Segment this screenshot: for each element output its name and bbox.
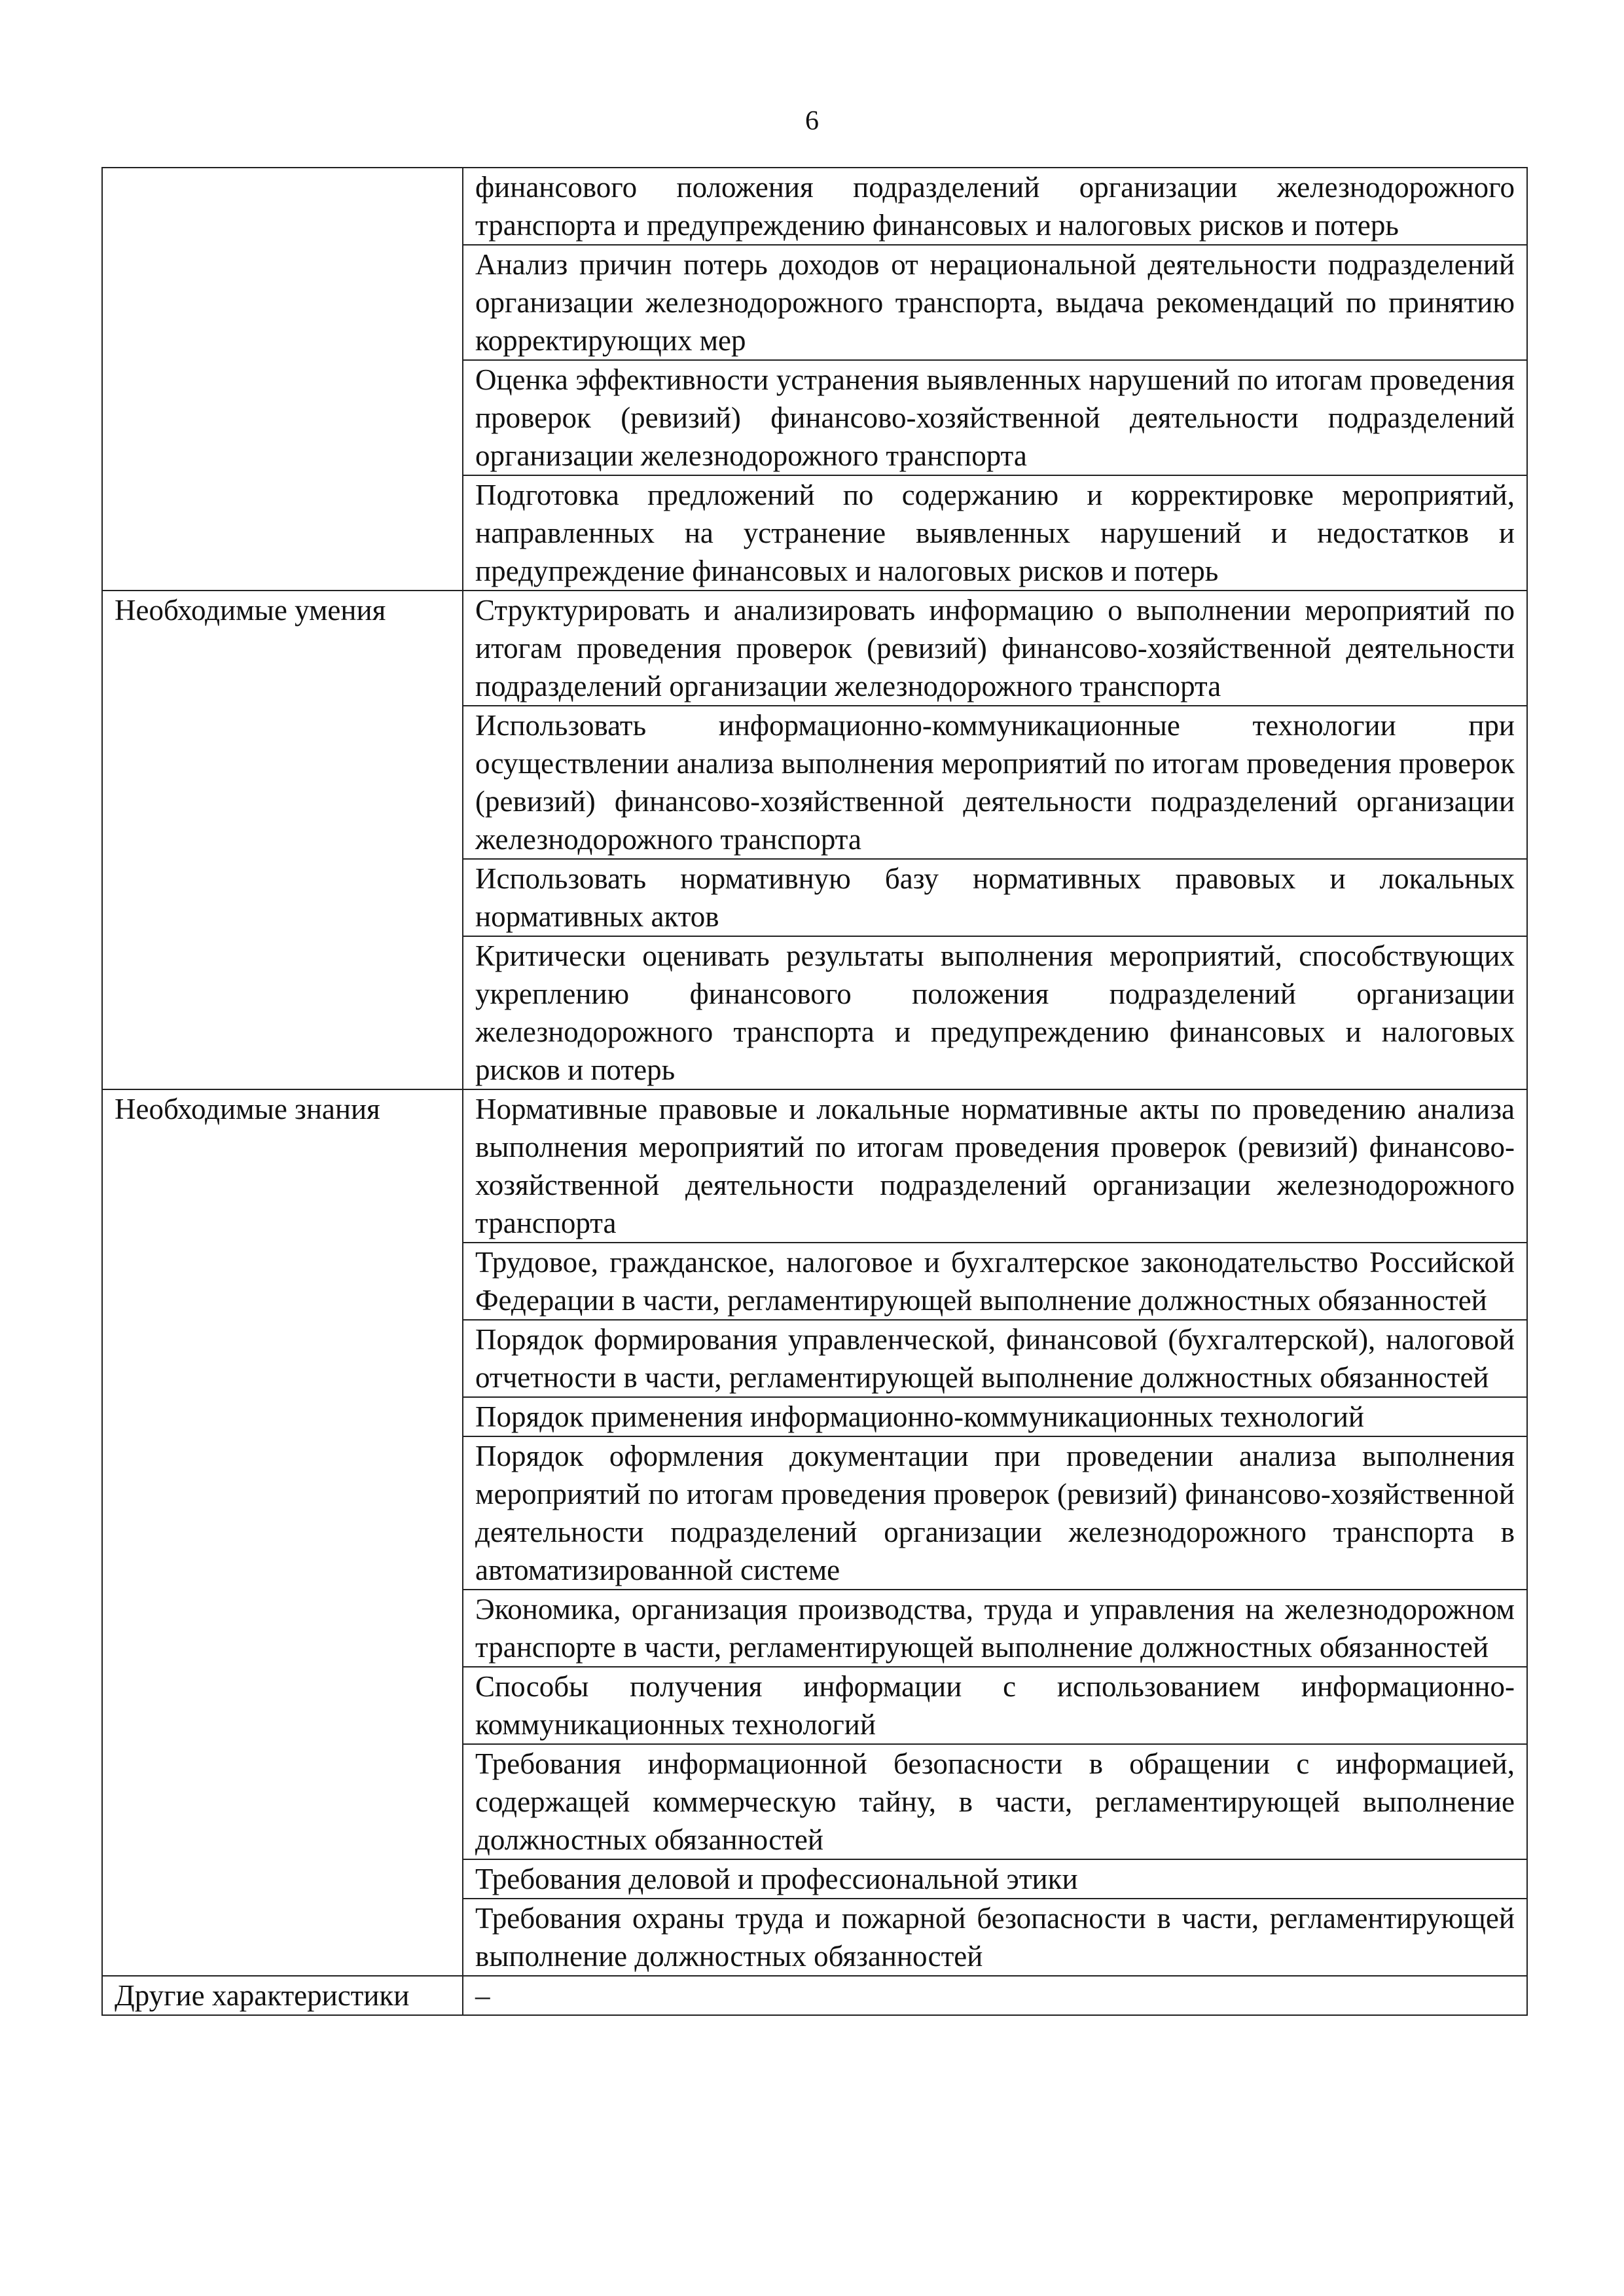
description-cell [463,1899,1527,1976]
section-label-other: Другие характеристики [115,1979,410,2012]
description-text: Порядок применения информационно-коммуникационных технологий [475,1400,1364,1433]
description-text: Структурировать и анализировать информацию о выполнении мероприятий по итогам проведения проверок (ревизий) финансово-хозяйственной деятельности подразделений организации железнодорожного транспорта [475,594,1515,702]
description-text: Использовать информационно-коммуникационные технологии при осуществлении анализа выполнения мероприятий по итогам проведения проверок (ревизий) финансово-хозяйственной деятельности подразделений организации железнодорожного транспорта [475,709,1515,856]
table-row [102,168,1527,245]
section-cell-continuation [102,168,463,591]
description-cell [463,936,1527,1089]
description-cell [463,859,1527,936]
description-cell [463,1243,1527,1320]
section-cell-other [102,1976,463,2015]
description-cell [463,245,1527,360]
description-text: Требования деловой и профессиональной этики [475,1863,1078,1895]
description-text: Способы получения информации с использованием информационно-коммуникационных технологий [475,1670,1515,1741]
description-text: Порядок оформления документации при проведении анализа выполнения мероприятий по итогам проведения проверок (ревизий) финансово-хозяйственной деятельности подразделений организации железнодорожного транспорта в автоматизированной системе [475,1440,1515,1586]
page-number: 6 [805,106,819,136]
description-cell [463,168,1527,245]
description-cell [463,1667,1527,1744]
description-cell [463,1089,1527,1243]
section-label-knowledge: Необходимые знания [115,1093,380,1125]
description-text: Анализ причин потерь доходов от нерациональной деятельности подразделений организации железнодорожного транспорта, выдача рекомендаций по принятию корректирующих мер [475,248,1515,357]
table-row [102,1089,1527,1243]
description-text: Требования охраны труда и пожарной безопасности в части, регламентирующей выполнение должностных обязанностей [475,1902,1515,1973]
table-row [102,591,1527,706]
description-text: Экономика, организация производства, труда и управления на железнодорожном транспорте в части, регламентирующей выполнение должностных обязанностей [475,1593,1515,1664]
description-text: Требования информационной безопасности в обращении с информацией, содержащей коммерческую тайну, в части, регламентирующей выполнение должностных обязанностей [475,1747,1515,1856]
description-text: финансового положения подразделений организации железнодорожного транспорта и предупреждению финансовых и налоговых рисков и потерь [475,171,1515,242]
description-text: – [475,1979,490,2012]
section-cell-skills [102,591,463,1089]
description-cell [463,475,1527,591]
description-cell [463,360,1527,475]
description-cell [463,1320,1527,1397]
table-row [102,1976,1527,2015]
description-cell [463,1397,1527,1436]
description-cell [463,1436,1527,1590]
description-text: Подготовка предложений по содержанию и корректировке мероприятий, направленных на устранение выявленных нарушений и недостатков и предупреждение финансовых и налоговых рисков и потерь [475,479,1515,587]
description-text: Трудовое, гражданское, налоговое и бухгалтерское законодательство Российской Федерации в части, регламентирующей выполнение должностных обязанностей [475,1246,1515,1317]
description-cell [463,1859,1527,1899]
description-cell [463,706,1527,859]
section-label-skills: Необходимые умения [115,594,386,627]
description-cell [463,1744,1527,1859]
description-text: Нормативные правовые и локальные нормативные акты по проведению анализа выполнения мероприятий по итогам проведения проверок (ревизий) финансово-хозяйственной деятельности подразделений организации железнодорожного транспорта [475,1093,1515,1239]
description-cell [463,1590,1527,1667]
description-cell [463,591,1527,706]
description-text: Критически оценивать результаты выполнения мероприятий, способствующих укреплению финансового положения подразделений организации железнодорожного транспорта и предупреждению финансовых и налоговых рисков и потерь [475,939,1515,1086]
description-text: Порядок формирования управленческой, финансовой (бухгалтерской), налоговой отчетности в части, регламентирующей выполнение должностных обязанностей [475,1323,1515,1394]
section-cell-knowledge [102,1089,463,1976]
description-text: Оценка эффективности устранения выявленных нарушений по итогам проведения проверок (ревизий) финансово-хозяйственной деятельности подразделений организации железнодорожного транспорта [475,363,1515,472]
description-cell [463,1976,1527,2015]
description-text: Использовать нормативную базу нормативных правовых и локальных нормативных актов [475,862,1515,933]
requirements-table [101,167,1528,2016]
